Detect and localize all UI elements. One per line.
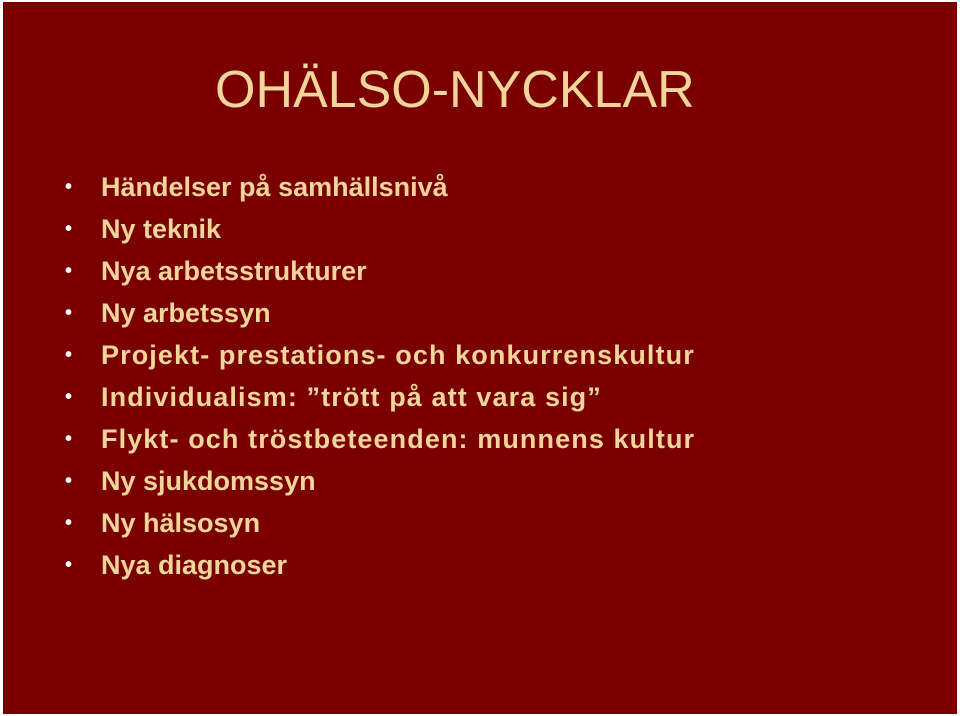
bullet-text: Projekt- prestations- och konkurrenskultur	[101, 340, 695, 370]
bullet-dot-icon: •	[65, 218, 73, 240]
bullet-dot-icon: •	[65, 554, 73, 576]
bullet-text: Ny arbetssyn	[101, 298, 271, 328]
bullet-item	[65, 418, 695, 460]
bullet-dot-icon: •	[65, 302, 73, 324]
bullet-item	[65, 208, 695, 250]
bullet-dot-icon: •	[65, 260, 73, 282]
bullet-text: Flykt- och tröstbeteenden: munnens kultur	[101, 424, 696, 454]
bullet-dot-icon: •	[65, 386, 74, 408]
bullet-list	[65, 166, 695, 586]
bullet-text: Nya arbetsstrukturer	[101, 256, 367, 286]
bullet-dot-icon: •	[65, 512, 73, 534]
slide-title: OHÄLSO-NYCKLAR	[215, 61, 695, 119]
bullet-dot-icon: •	[65, 176, 73, 198]
bullet-text: Nya diagnoser	[101, 550, 288, 580]
bullet-item	[65, 166, 695, 208]
bullet-item	[65, 292, 695, 334]
bullet-text: Händelser på samhällsnivå	[101, 172, 448, 202]
bullet-text: Ny sjukdomssyn	[101, 466, 316, 496]
bullet-item	[65, 502, 695, 544]
bullet-text: Ny teknik	[101, 214, 222, 244]
bullet-item	[65, 376, 695, 418]
bullet-item	[65, 544, 695, 586]
bullet-dot-icon: •	[65, 428, 74, 450]
bullet-dot-icon: •	[65, 470, 73, 492]
bullet-item	[65, 334, 695, 376]
bullet-item	[65, 250, 695, 292]
slide	[3, 2, 957, 714]
bullet-text: Individualism: ”trött på att vara sig”	[101, 382, 602, 412]
bullet-dot-icon: •	[65, 344, 74, 366]
bullet-item	[65, 460, 695, 502]
bullet-text: Ny hälsosyn	[101, 508, 261, 538]
